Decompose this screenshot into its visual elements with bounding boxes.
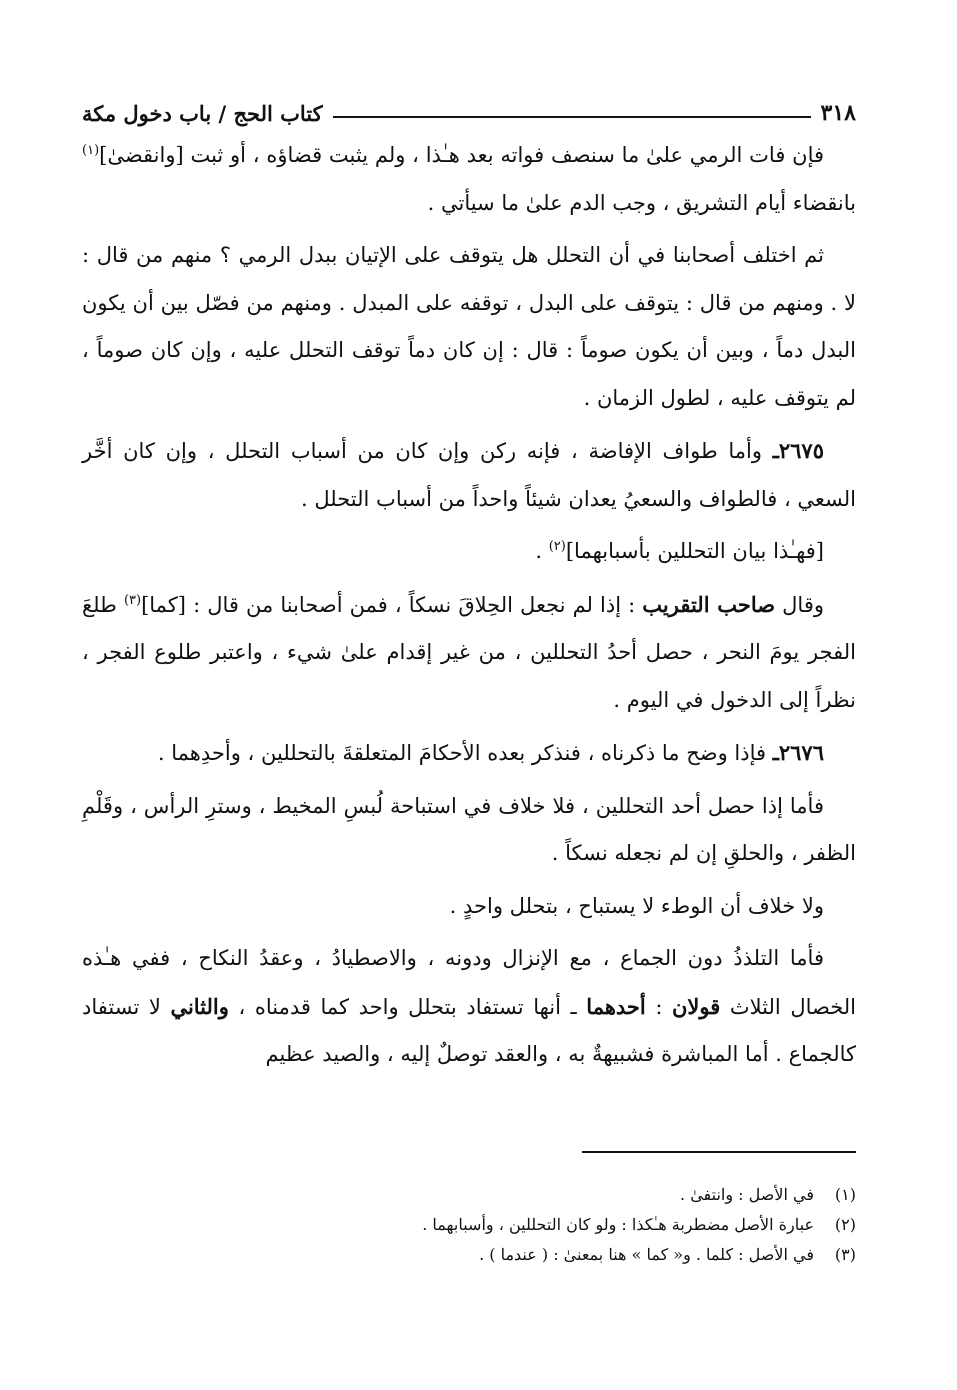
paragraph-6 — [82, 729, 856, 778]
paragraph-4-text-b: . — [535, 539, 549, 563]
footnote-1-number: (١) — [834, 1185, 856, 1204]
main-text — [82, 132, 856, 1084]
paragraph-5-text-c: طلعَ الفجر يومَ النحر ، حصل أحدُ التحللين ، من غير إقدام علىٰ شيء ، واعتبر طلوع الفجر ، نظراً إلى الدخول في اليوم . — [82, 592, 856, 712]
paragraph-9-text-b: : — [645, 994, 672, 1019]
footnote-3-number: (٣) — [834, 1245, 856, 1264]
paragraph-5-bold: صاحب التقريب — [642, 591, 776, 617]
paragraph-2-text: ثم اختلف أصحابنا في أن التحلل هل يتوقف على الإتيان ببدل الرمي ؟ منهم من قال : لا . ومنهم من قال : يتوقف على البدل ، توقفه على المبدل . ومنهم من فصّل بين أن يكون البدل دماً ، وبين أن يكون صوماً : قال : إن كان دماً توقف التحلل عليه ، وإن كان صوماً ، لم يتوقف عليه ، لطول الزمان . — [82, 243, 856, 410]
paragraph-3-text: وأما طواف الإفاضة ، فإنه ركن وإن كان من أسباب التحلل ، وإن كان أخَّر السعي ، فالطواف والسعيُ يعدان شيئاً واحداً من أسباب التحلل . — [82, 439, 856, 511]
running-title: كتاب الحج / باب دخول مكة — [82, 101, 323, 126]
footnote-ref-1: (١) — [82, 143, 100, 158]
paragraph-4 — [82, 528, 856, 576]
paragraph-9-bold-c: والثاني — [170, 993, 229, 1019]
paragraph-7 — [82, 783, 856, 878]
paragraph-3 — [82, 427, 856, 523]
paragraph-4-text: [فهـٰذا بيان التحللين بأسبابهما] — [565, 539, 824, 563]
section-number-2676: ٢٦٧٦ـ — [772, 740, 824, 765]
paragraph-1-text-b: بانقضاء أيام التشريق ، وجب الدم علىٰ ما سيأتي . — [427, 190, 856, 215]
footnote-1 — [82, 1180, 856, 1210]
paragraph-5 — [82, 581, 856, 725]
footnote-ref-3: (٣) — [123, 592, 142, 608]
paragraph-1-text-a: فإن فات الرمي علىٰ ما سنصف فواته بعد هـٰذا ، ولم يثبت قضاؤه ، أو ثبت [وانقضىٰ] — [99, 143, 824, 167]
footnote-1-text: في الأصل : وانتفىٰ . — [680, 1185, 814, 1204]
paragraph-9-text-c: ـ أنها تستفاد بتحلل واحد كما قدمناه ، — [228, 994, 587, 1019]
paragraph-9-text-a: فأما التلذذُ دون الجماع ، مع الإنزال ودونه ، والاصطيادُ ، وعقدُ النكاح ، ففي هـٰذه الخصال الثلاث — [82, 946, 856, 1019]
paragraph-5-text-a: وقال — [775, 592, 824, 617]
page-header — [82, 84, 856, 126]
footnote-2 — [82, 1210, 856, 1240]
footnotes — [82, 1180, 856, 1270]
page-number: ٣١٨ — [820, 100, 856, 126]
paragraph-9-text-d: لا تستفاد كالجماع . أما المباشرة فشبيهةٌ به ، والعقد توصلٌ إليه ، والصيد عظيم — [82, 994, 856, 1066]
paragraph-9 — [82, 935, 856, 1079]
section-number-2675: ٢٦٧٥ـ — [772, 438, 824, 463]
paragraph-7-text: فأما إذا حصل أحد التحللين ، فلا خلاف في استباحة لُبسِ المخيط ، وسترِ الرأس ، وقَلْمِ الظفر ، والحلقِ إن لم نجعله نسكاً . — [82, 793, 856, 865]
paragraph-1 — [82, 132, 856, 227]
paragraph-2 — [82, 232, 856, 422]
paragraph-6-text: فإذا وضح ما ذكرناه ، فنذكر بعده الأحكامَ المتعلقةَ بالتحللين ، وأحدِهما . — [157, 741, 773, 765]
paragraph-9-bold-b: أحدهما — [586, 993, 646, 1019]
footnote-2-text: عبارة الأصل مضطربة هـٰكذا : ولو كان التحللين ، وأسبابهما . — [422, 1215, 814, 1234]
paragraph-8-text: ولا خلاف أن الوطء لا يستباح ، بتحلل واحدٍ . — [449, 893, 824, 918]
footnote-2-number: (٢) — [834, 1215, 856, 1234]
paragraph-8 — [82, 883, 856, 931]
footnote-ref-2: (٢) — [548, 539, 566, 554]
footnote-3 — [82, 1240, 856, 1270]
paragraph-5-text-b: : إذا لم نجعل الحِلاقَ نسكاً ، فمن أصحابنا من قال : [كما] — [141, 592, 643, 617]
footnote-separator — [582, 1151, 856, 1153]
header-rule — [333, 116, 811, 118]
footnote-3-text: في الأصل : كلما . و« كما » هنا بمعنىٰ : ( عندما ) . — [479, 1245, 814, 1264]
paragraph-9-bold-a: قولان — [672, 993, 721, 1019]
